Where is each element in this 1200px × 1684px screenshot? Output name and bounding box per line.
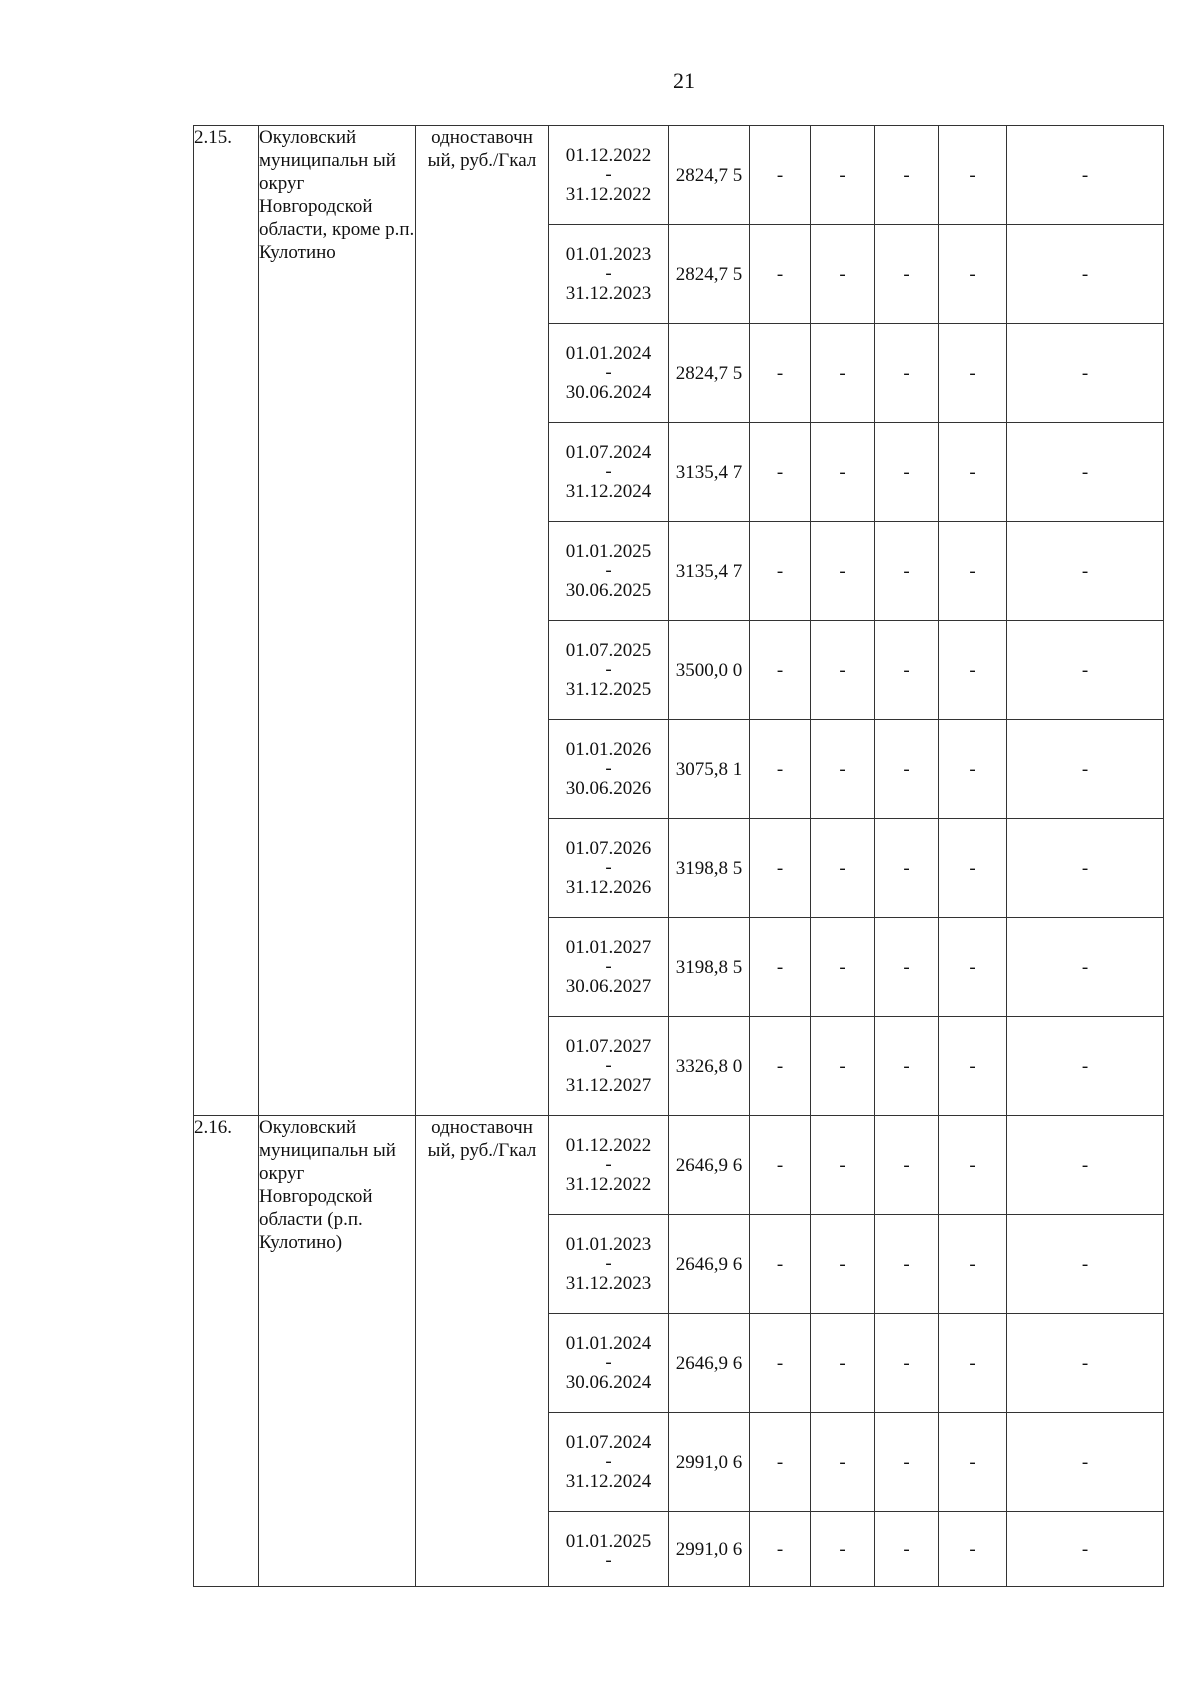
dash-cell: - <box>1007 126 1164 225</box>
dash-cell: - <box>939 1512 1007 1587</box>
period-cell <box>549 1413 669 1512</box>
period-from: 01.01.2025 <box>565 541 652 562</box>
area-name: Окуловский муниципальн ый округ Новгородской области (р.п. Кулотино) <box>259 1116 416 1587</box>
dash-cell: - <box>875 621 939 720</box>
dash-cell: - <box>875 1314 939 1413</box>
dash-cell: - <box>1007 720 1164 819</box>
tariff-value: 2824,7 5 <box>669 126 750 225</box>
dash-cell: - <box>939 1215 1007 1314</box>
period-cell <box>549 1116 669 1215</box>
period-from: 01.01.2026 <box>565 739 652 760</box>
period-to: 31.12.2023 <box>565 1273 652 1294</box>
tariff-value: 2646,9 6 <box>669 1116 750 1215</box>
dash-cell: - <box>1007 1017 1164 1116</box>
dash-cell: - <box>939 621 1007 720</box>
period-to: 30.06.2026 <box>565 778 652 799</box>
dash-cell: - <box>811 1314 875 1413</box>
period-to: 31.12.2023 <box>565 283 652 304</box>
dash-cell: - <box>811 324 875 423</box>
period-from: 01.01.2027 <box>565 937 652 958</box>
period-from: 01.07.2027 <box>565 1036 652 1057</box>
dash-cell: - <box>750 1413 811 1512</box>
dash-cell: - <box>750 1314 811 1413</box>
period-separator: - <box>605 1549 612 1571</box>
period-to: 30.06.2027 <box>565 976 652 997</box>
item-number: 2.15. <box>194 126 259 1116</box>
table-row <box>194 126 1164 225</box>
dash-cell: - <box>1007 1215 1164 1314</box>
tariff-value: 3326,8 0 <box>669 1017 750 1116</box>
dash-cell: - <box>875 918 939 1017</box>
dash-cell: - <box>939 918 1007 1017</box>
period-cell <box>549 1017 669 1116</box>
period-separator: - <box>605 164 612 185</box>
period-separator: - <box>605 659 612 680</box>
period-from: 01.01.2023 <box>565 244 652 265</box>
dash-cell: - <box>811 720 875 819</box>
area-name: Окуловский муниципальн ый округ Новгородской области, кроме р.п. Кулотино <box>259 126 416 1116</box>
page-number: 21 <box>673 68 695 93</box>
dash-cell: - <box>750 1215 811 1314</box>
period-to: 30.06.2024 <box>565 1372 652 1393</box>
dash-cell: - <box>811 1413 875 1512</box>
item-number: 2.16. <box>194 1116 259 1587</box>
period-from: 01.12.2022 <box>565 145 652 166</box>
dash-cell: - <box>750 621 811 720</box>
dash-cell: - <box>750 819 811 918</box>
period-separator: - <box>605 857 612 878</box>
dash-cell: - <box>1007 918 1164 1017</box>
dash-cell: - <box>939 1116 1007 1215</box>
period-cell <box>549 126 669 225</box>
period-to: 30.06.2024 <box>565 382 652 403</box>
period-to: 31.12.2022 <box>565 1174 652 1195</box>
dash-cell: - <box>939 423 1007 522</box>
dash-cell: - <box>875 522 939 621</box>
period-separator: - <box>605 1352 612 1373</box>
dash-cell: - <box>1007 225 1164 324</box>
period-from: 01.07.2024 <box>565 442 652 463</box>
dash-cell: - <box>750 225 811 324</box>
period-from: 01.12.2022 <box>565 1135 652 1156</box>
dash-cell: - <box>811 1017 875 1116</box>
dash-cell: - <box>939 324 1007 423</box>
tariff-value: 3135,4 7 <box>669 423 750 522</box>
dash-cell: - <box>939 819 1007 918</box>
dash-cell: - <box>811 1512 875 1587</box>
dash-cell: - <box>750 423 811 522</box>
period-from: 01.01.2024 <box>565 1333 652 1354</box>
period-cell <box>549 1512 669 1587</box>
tariff-value: 2824,7 5 <box>669 225 750 324</box>
dash-cell: - <box>875 225 939 324</box>
tariff-value: 2991,0 6 <box>669 1413 750 1512</box>
period-separator: - <box>605 956 612 977</box>
dash-cell: - <box>875 1512 939 1587</box>
dash-cell: - <box>875 819 939 918</box>
period-from: 01.07.2026 <box>565 838 652 859</box>
dash-cell: - <box>875 423 939 522</box>
period-separator: - <box>605 560 612 581</box>
dash-cell: - <box>1007 1116 1164 1215</box>
dash-cell: - <box>811 225 875 324</box>
dash-cell: - <box>1007 324 1164 423</box>
dash-cell: - <box>811 621 875 720</box>
dash-cell: - <box>750 126 811 225</box>
dash-cell: - <box>811 918 875 1017</box>
dash-cell: - <box>750 522 811 621</box>
period-to: 31.12.2022 <box>565 184 652 205</box>
period-cell <box>549 225 669 324</box>
dash-cell: - <box>1007 819 1164 918</box>
dash-cell: - <box>875 1215 939 1314</box>
period-cell <box>549 720 669 819</box>
tariff-kind: одноставочн ый, руб./Гкал <box>416 126 549 1116</box>
dash-cell: - <box>1007 522 1164 621</box>
dash-cell: - <box>939 1017 1007 1116</box>
dash-cell: - <box>875 1017 939 1116</box>
dash-cell: - <box>811 1215 875 1314</box>
period-to: 30.06.2025 <box>565 580 652 601</box>
period-separator: - <box>605 461 612 482</box>
dash-cell: - <box>811 522 875 621</box>
dash-cell: - <box>1007 1413 1164 1512</box>
period-cell <box>549 819 669 918</box>
dash-cell: - <box>811 423 875 522</box>
tariff-value: 3075,8 1 <box>669 720 750 819</box>
tariff-value: 2824,7 5 <box>669 324 750 423</box>
period-from: 01.07.2025 <box>565 640 652 661</box>
dash-cell: - <box>1007 423 1164 522</box>
period-from: 01.01.2023 <box>565 1234 652 1255</box>
period-from: 01.01.2024 <box>565 343 652 364</box>
tariff-value: 3135,4 7 <box>669 522 750 621</box>
tariff-kind: одноставочн ый, руб./Гкал <box>416 1116 549 1587</box>
period-separator: - <box>605 1451 612 1472</box>
table-row <box>194 1116 1164 1215</box>
dash-cell: - <box>811 819 875 918</box>
period-separator: - <box>605 263 612 284</box>
dash-cell: - <box>1007 1314 1164 1413</box>
period-cell <box>549 324 669 423</box>
period-separator: - <box>605 362 612 383</box>
tariff-value: 3198,8 5 <box>669 819 750 918</box>
period-to: 31.12.2027 <box>565 1075 652 1096</box>
dash-cell: - <box>875 720 939 819</box>
dash-cell: - <box>750 1017 811 1116</box>
period-cell <box>549 621 669 720</box>
period-separator: - <box>605 1055 612 1076</box>
period-cell <box>549 1215 669 1314</box>
period-to: 31.12.2024 <box>565 481 652 502</box>
dash-cell: - <box>939 720 1007 819</box>
period-cell <box>549 423 669 522</box>
dash-cell: - <box>939 225 1007 324</box>
tariff-value: 3500,0 0 <box>669 621 750 720</box>
period-separator: - <box>605 758 612 779</box>
period-to: 31.12.2025 <box>565 679 652 700</box>
dash-cell: - <box>875 1413 939 1512</box>
period-from: 01.01.2025 <box>565 1530 652 1552</box>
dash-cell: - <box>750 1116 811 1215</box>
dash-cell: - <box>750 918 811 1017</box>
period-cell <box>549 918 669 1017</box>
dash-cell: - <box>750 720 811 819</box>
period-to: 31.12.2026 <box>565 877 652 898</box>
dash-cell: - <box>750 324 811 423</box>
tariff-table <box>193 125 1164 1587</box>
dash-cell: - <box>811 1116 875 1215</box>
period-cell <box>549 522 669 621</box>
period-from: 01.07.2024 <box>565 1432 652 1453</box>
tariff-value: 2991,0 6 <box>669 1512 750 1587</box>
dash-cell: - <box>811 126 875 225</box>
dash-cell: - <box>939 1314 1007 1413</box>
period-cell <box>549 1314 669 1413</box>
dash-cell: - <box>875 126 939 225</box>
tariff-value: 2646,9 6 <box>669 1314 750 1413</box>
dash-cell: - <box>939 522 1007 621</box>
tariff-value: 3198,8 5 <box>669 918 750 1017</box>
period-to: 31.12.2024 <box>565 1471 652 1492</box>
dash-cell: - <box>939 1413 1007 1512</box>
dash-cell: - <box>875 1116 939 1215</box>
tariff-body <box>194 126 1164 1587</box>
dash-cell: - <box>750 1512 811 1587</box>
dash-cell: - <box>1007 621 1164 720</box>
period-separator: - <box>605 1154 612 1175</box>
dash-cell: - <box>1007 1512 1164 1587</box>
dash-cell: - <box>875 324 939 423</box>
dash-cell: - <box>939 126 1007 225</box>
tariff-value: 2646,9 6 <box>669 1215 750 1314</box>
period-separator: - <box>605 1253 612 1274</box>
